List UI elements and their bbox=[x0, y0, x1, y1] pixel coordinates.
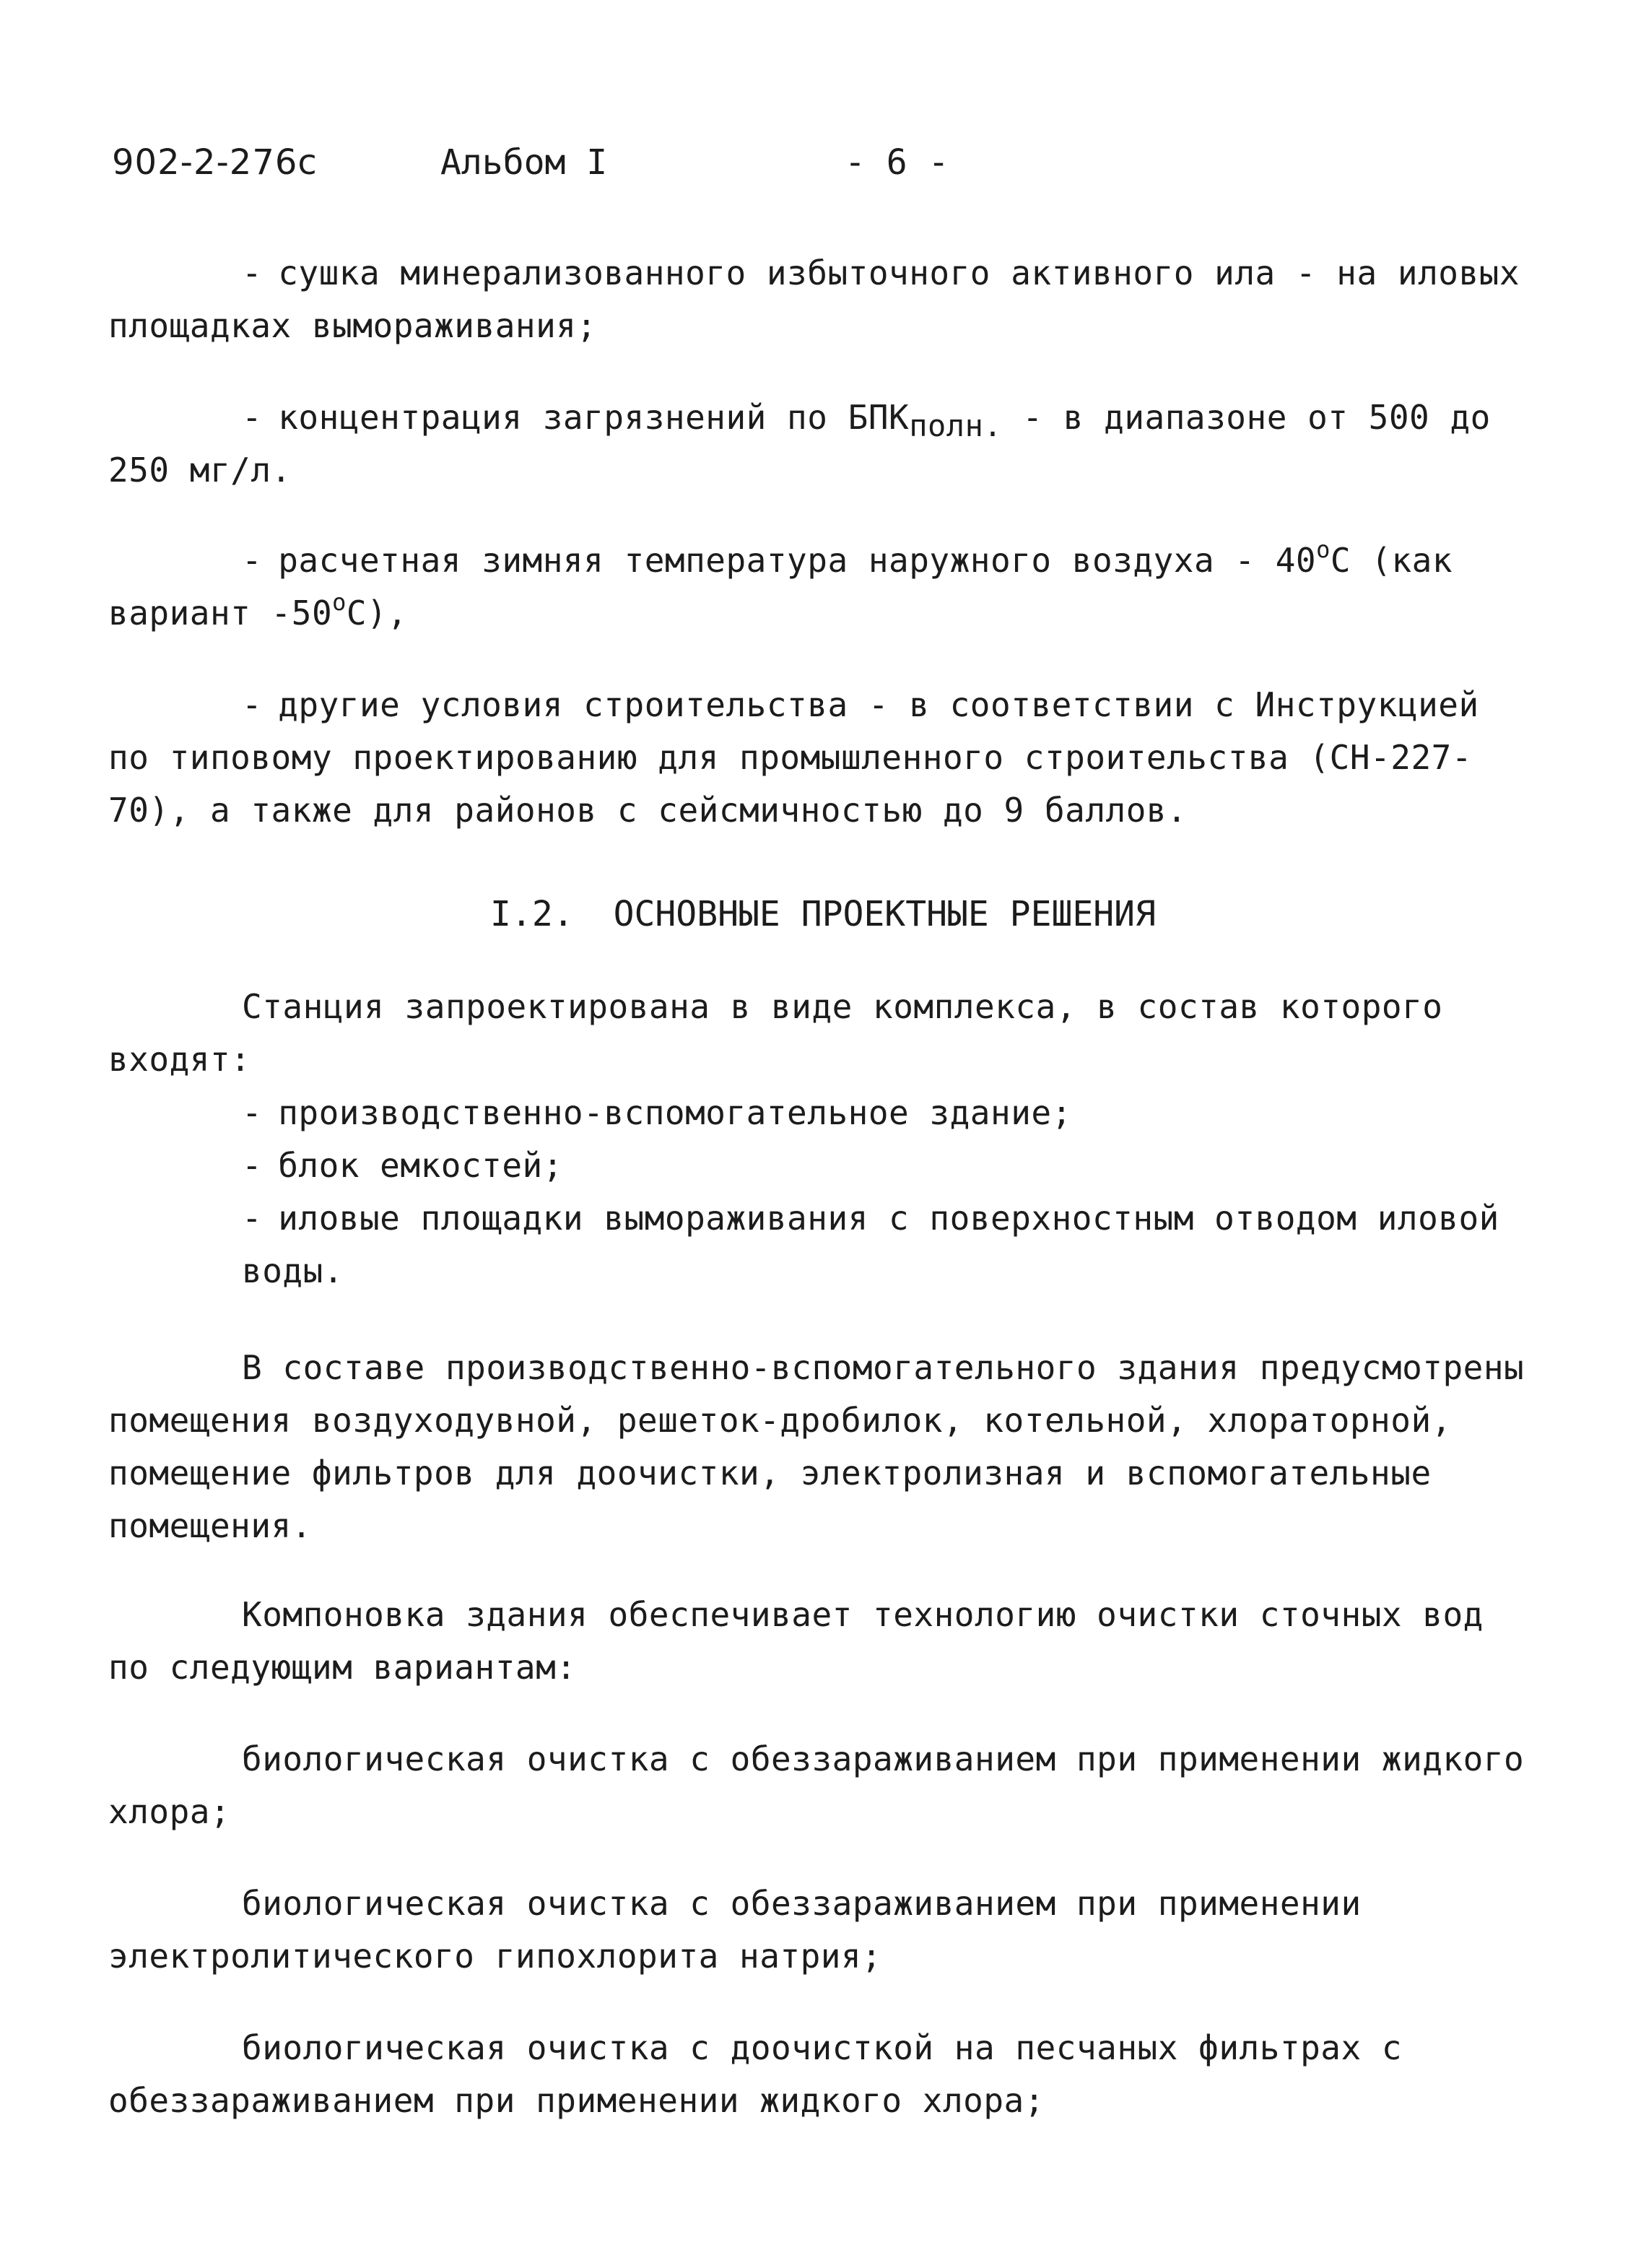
document-code: 902-2-276с bbox=[112, 142, 318, 183]
condition-item-sludge-drying: - сушка минерализованного избыточного активного ила - на иловых площадках вымораживания; bbox=[108, 253, 1520, 345]
condition-item-design-temperature: - расчетная зимняя температура наружного воздуха - $40^оС$ (как вариант $-50^оС$), bbox=[108, 536, 1453, 633]
station-components-list bbox=[108, 1087, 1538, 1298]
station-composition-lead: Станция запроектирована в виде комплекса, в состав которого входят: bbox=[108, 987, 1443, 1079]
page-number: - 6 - bbox=[845, 142, 949, 183]
bod-subscript: полн. bbox=[909, 408, 1003, 443]
condition-item-pollution-concentration: - концентрация загрязнений по $БПК_{полн.}$ - в диапазоне от 500 до 250 мг/л. bbox=[108, 398, 1491, 490]
degree-sign: о bbox=[332, 588, 347, 616]
treatment-variant: биологическая очистка с обеззараживанием при применении электролитического гипохлорита натрия; bbox=[108, 1884, 1362, 1976]
section-number: I.2. bbox=[490, 894, 574, 934]
album-label: Альбом I bbox=[440, 142, 608, 183]
section-title: ОСНОВНЫЕ ПРОЕКТНЫЕ РЕШЕНИЯ bbox=[613, 894, 1156, 934]
section-heading bbox=[0, 888, 1646, 941]
building-description: В составе производственно-вспомогательного здания предусмотрены помещения воздуходувной, решеток-дробилок, котельной, хлораторной, помещение фильтров для доочистки, электролизная и вспомогательные помещения. bbox=[108, 1348, 1525, 1545]
list-item: - блок емкостей; bbox=[242, 1146, 563, 1185]
layout-description: Компоновка здания обеспечивает технологию очистки сточных вод по следующим вариантам: bbox=[108, 1595, 1484, 1687]
condition-item-other-conditions: - другие условия строительства - в соответствии с Инструкцией по типовому проектированию для промышленного строительства (СН-227-70), а также для районов с сейсмичностью до 9 баллов. bbox=[108, 685, 1479, 830]
treatment-variant: биологическая очистка с обеззараживанием при применении жидкого хлора; bbox=[108, 1739, 1525, 1831]
treatment-variant: биологическая очистка с доочисткой на песчаных фильтрах с обеззараживанием при применении жидкого хлора; bbox=[108, 2028, 1403, 2120]
list-item: - производственно-вспомогательное здание; bbox=[242, 1093, 1072, 1132]
degree-sign: о bbox=[1316, 536, 1331, 563]
list-item: - иловые площадки вымораживания с поверхностным отводом иловой воды. bbox=[242, 1199, 1499, 1290]
